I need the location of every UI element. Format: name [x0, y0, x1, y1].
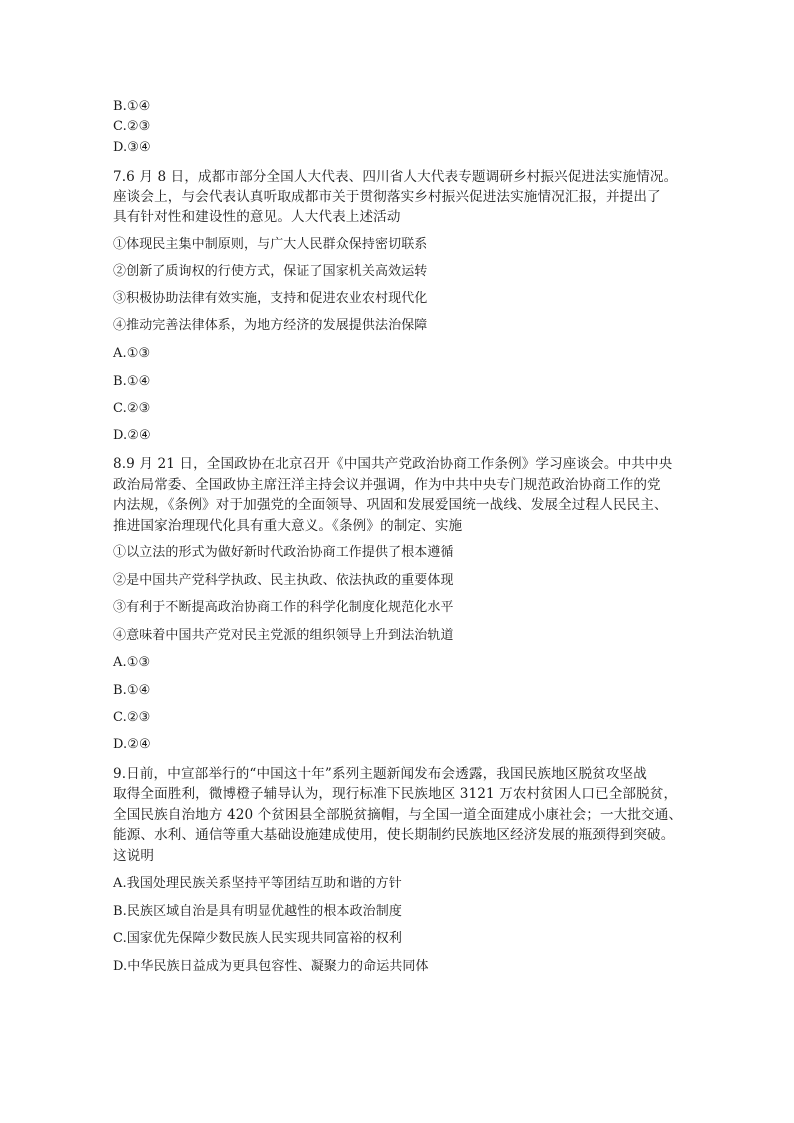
- q7-item-2: ②创新了质询权的行使方式，保证了国家机关高效运转: [113, 264, 428, 279]
- q8-stem-line-4: 推进国家治理现代化具有重大意义。《条例》的制定、实施: [113, 518, 463, 534]
- q6-option-c: C.②③: [113, 119, 151, 134]
- q7-item-1: ①体现民主集中制原则，与广大人民群众保持密切联系: [113, 237, 428, 252]
- q8-option-b: B.①④: [113, 683, 151, 698]
- q9-option-b: B.民族区域自治是具有明显优越性的根本政治制度: [113, 904, 402, 919]
- q7-item-4: ④推动完善法律体系，为地方经济的发展提供法治保障: [113, 318, 428, 333]
- q6-option-d: D.③④: [113, 140, 151, 155]
- q8-stem-line-3: 内法规，《条例》对于加强党的全面领导、巩固和发展爱国统一战线、发展全过程人民民主、: [113, 497, 668, 513]
- q9-option-d: D.中华民族日益成为更具包容性、凝聚力的命运共同体: [113, 959, 429, 974]
- q9-option-a: A.我国处理民族关系坚持平等团结互助和谐的方针: [113, 876, 402, 891]
- q8-item-4: ④意味着中国共产党对民主党派的组织领导上升到法治轨道: [113, 628, 454, 643]
- q7-stem-line-3: 具有针对性和建设性的意见。人大代表上述活动: [113, 209, 401, 225]
- q7-option-b: B.①④: [113, 374, 151, 389]
- q9-stem-line-3: 全国民族自治地方 420 个贫困县全部脱贫摘帽，与全国一道全面建成小康社会；一大批交通、: [113, 807, 683, 823]
- q9-stem-line-2: 取得全面胜利，微博橙子辅导认为，现行标准下民族地区 3121 万农村贫困人口已全部脱贫，: [113, 786, 678, 802]
- q8-option-c: C.②③: [113, 710, 151, 725]
- q7-stem-line-1: 7.6 月 8 日，成都市部分全国人大代表、四川省人大代表专题调研乡村振兴促进法实施情况。: [113, 169, 678, 185]
- q9-stem-line-5: 这说明: [113, 848, 155, 864]
- q8-option-a: A.①③: [113, 655, 151, 670]
- q7-item-3: ③积极协助法律有效实施，支持和促进农业农村现代化: [113, 291, 428, 306]
- q7-option-a: A.①③: [113, 346, 151, 361]
- q9-option-c: C.国家优先保障少数民族人民实现共同富裕的权利: [113, 931, 402, 946]
- q8-option-d: D.②④: [113, 737, 151, 752]
- q8-stem-line-2: 政治局常委、全国政协主席汪洋主持会议并强调，作为中共中央专门规范政治协商工作的党: [113, 477, 661, 493]
- q9-stem-line-4: 能源、水利、通信等重大基础设施建成使用，使长期制约民族地区经济发展的瓶颈得到突破。: [113, 827, 675, 843]
- q8-item-1: ①以立法的形式为做好新时代政治协商工作提供了根本遵循: [113, 545, 454, 560]
- q6-option-b: B.①④: [113, 99, 151, 114]
- q7-option-d: D.②④: [113, 428, 151, 443]
- q8-item-2: ②是中国共产党科学执政、民主执政、依法执政的重要体现: [113, 573, 454, 588]
- q7-option-c: C.②③: [113, 401, 151, 416]
- q7-stem-line-2: 座谈会上，与会代表认真听取成都市关于贯彻落实乡村振兴促进法实施情况汇报，并提出了: [113, 189, 661, 205]
- q9-stem-line-1: 9.日前，中宣部举行的“中国这十年”系列主题新闻发布会透露，我国民族地区脱贫攻坚战: [113, 766, 647, 782]
- q8-stem-line-1: 8.9 月 21 日，全国政协在北京召开《中国共产党政治协商工作条例》学习座谈会。中共中央: [113, 456, 673, 472]
- q8-item-3: ③有利于不断提高政治协商工作的科学化制度化规范化水平: [113, 600, 454, 615]
